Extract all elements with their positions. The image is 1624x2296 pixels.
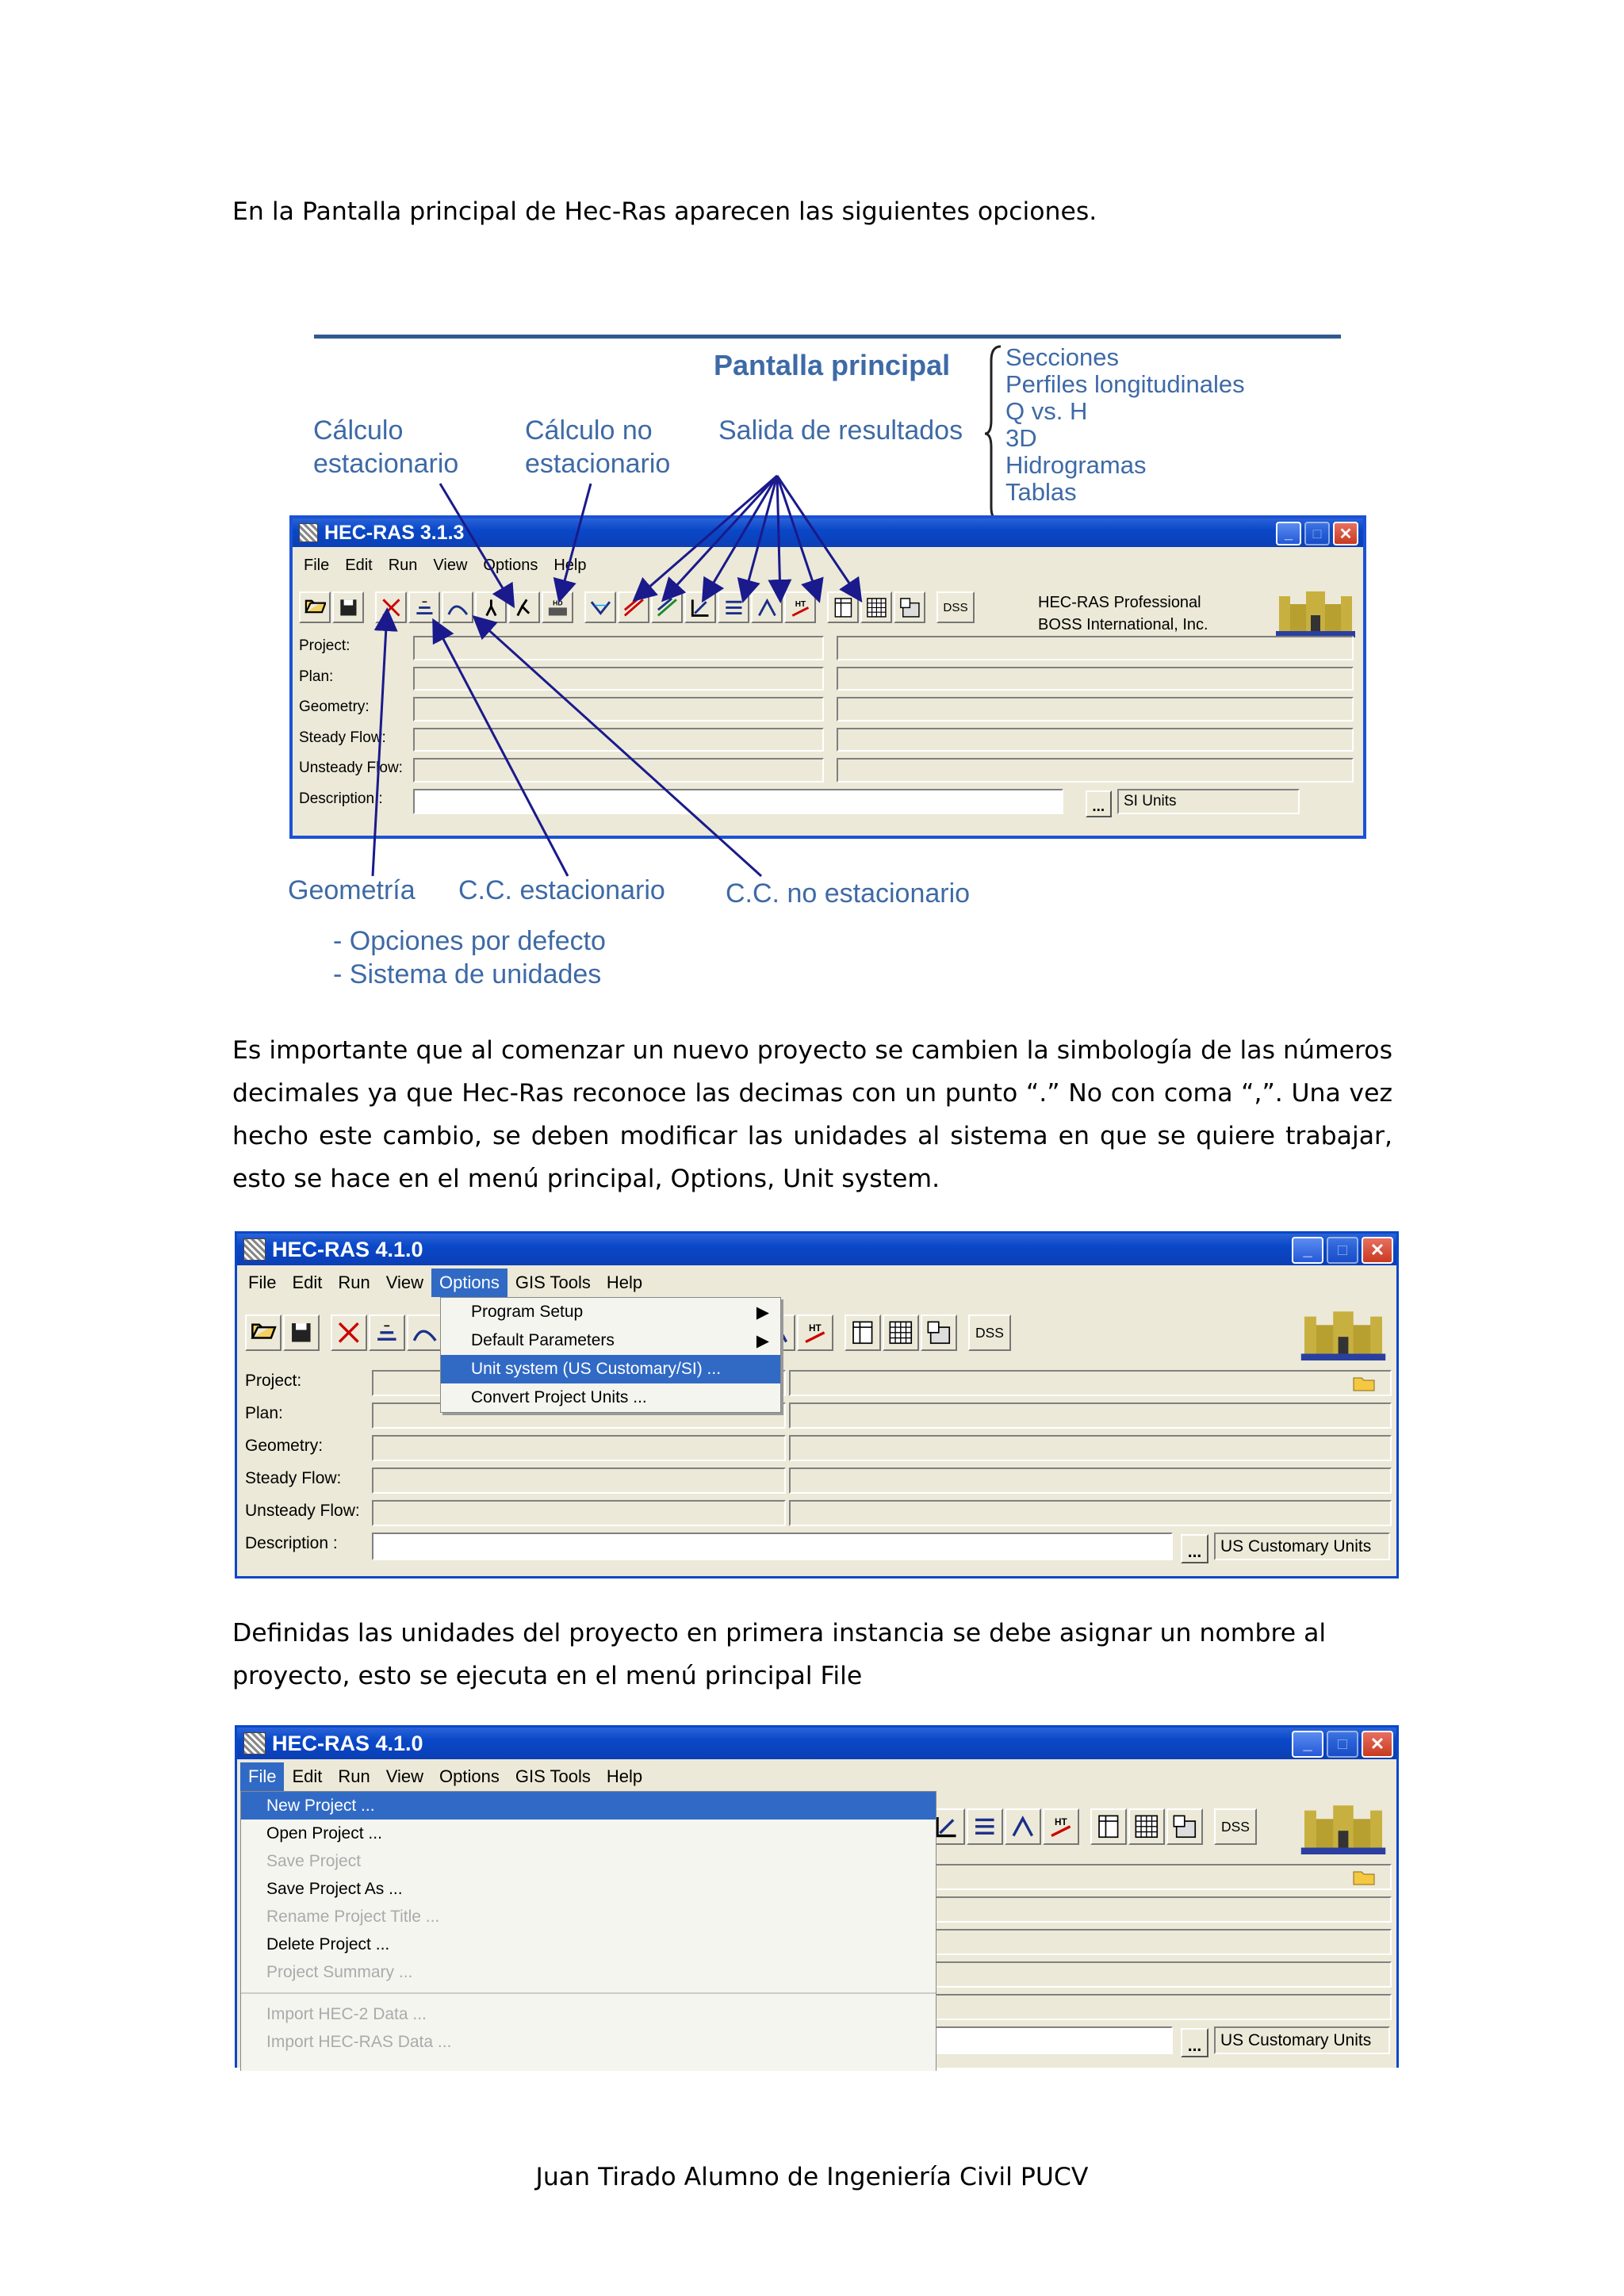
menu-help[interactable]: Help (606, 1766, 643, 1786)
output-table-icon[interactable] (894, 591, 925, 623)
window-controls (1276, 522, 1358, 545)
readonly-field (413, 758, 824, 783)
unsteady-analysis-icon[interactable] (508, 591, 540, 623)
usace-castle-logo (1300, 1802, 1387, 1854)
open-project-icon[interactable] (299, 591, 331, 623)
svg-text:HD: HD (552, 599, 563, 607)
menu-edit[interactable]: Edit (292, 1766, 323, 1786)
steady-analysis-icon[interactable] (475, 591, 507, 623)
readonly-field (372, 1468, 786, 1494)
geometry-icon[interactable] (375, 591, 407, 623)
save-project-icon[interactable] (283, 1314, 320, 1351)
outputs-list (1005, 344, 1245, 506)
menu-bar (237, 1269, 1396, 1297)
cross-section-icon[interactable] (584, 591, 616, 623)
menu-item-label: Default Parameters (471, 1331, 615, 1349)
menu-gis-tools[interactable]: GIS Tools (515, 1272, 591, 1292)
readonly-field (413, 697, 824, 721)
description-ellipsis-button[interactable]: ... (1086, 790, 1112, 818)
title-bar (237, 1234, 1396, 1265)
title-bar (293, 519, 1363, 547)
readonly-field (935, 1896, 1392, 1923)
company-line: BOSS International, Inc. (1038, 616, 1208, 633)
minimize-button[interactable]: _ (1276, 522, 1301, 545)
menu-edit[interactable]: Edit (292, 1272, 323, 1292)
readonly-field (413, 728, 824, 752)
readonly-field (372, 1435, 786, 1461)
readonly-field (935, 1864, 1392, 1890)
menu-item-import-hec2: Import HEC-2 Data ... (266, 2004, 427, 2023)
hecras-313-window (289, 515, 1366, 839)
menu-options[interactable]: Options (431, 1269, 508, 1297)
readonly-field (837, 667, 1354, 691)
menu-item-convert-units[interactable] (441, 1383, 780, 1412)
row-label: Steady Flow: (245, 1469, 342, 1487)
menu-file[interactable]: File (248, 1272, 277, 1292)
row-label: Unsteady Flow: (245, 1502, 360, 1520)
readonly-field (372, 1500, 786, 1526)
menu-options[interactable]: Options (439, 1766, 500, 1786)
menu-view[interactable]: View (433, 556, 468, 574)
row-label: Description : (299, 790, 383, 807)
company-info (1038, 591, 1208, 636)
label-salida-resultados: Salida de resultados (718, 415, 963, 446)
minimize-button[interactable]: _ (1292, 1731, 1323, 1758)
unsteady-flow-icon[interactable] (442, 591, 473, 623)
usace-castle-logo (1300, 1308, 1387, 1360)
minimize-button[interactable]: _ (1292, 1237, 1323, 1264)
menu-separator (241, 1992, 936, 1994)
dss-icon[interactable]: DSS (968, 1314, 1011, 1351)
readonly-field (837, 636, 1354, 660)
label-line: estacionario (313, 449, 459, 479)
label-line: - Opciones por defecto (333, 926, 606, 956)
detail-table-icon[interactable] (883, 1314, 919, 1351)
detail-table-icon[interactable] (1128, 1808, 1165, 1845)
svg-text:HT: HT (809, 1323, 822, 1334)
menu-item-import-hecras: Import HEC-RAS Data ... (266, 2032, 452, 2051)
row-label: Geometry: (299, 698, 370, 715)
output-3d: 3D (1005, 424, 1037, 452)
menu-edit[interactable]: Edit (345, 556, 373, 574)
menu-file[interactable]: File (304, 556, 330, 574)
outputs-brace (983, 345, 1007, 523)
folder-icon[interactable] (1352, 1373, 1376, 1392)
readonly-field (789, 1435, 1392, 1461)
output-table-icon[interactable] (1166, 1808, 1203, 1845)
menu-run[interactable]: Run (338, 1272, 370, 1292)
svg-text:HT: HT (1055, 1817, 1067, 1828)
maximize-button[interactable]: □ (1327, 1237, 1358, 1264)
label-calculo-no-estacionario (525, 414, 670, 480)
output-secciones: Secciones (1005, 343, 1120, 371)
description-input[interactable] (372, 1533, 1173, 1560)
readonly-field (789, 1370, 1392, 1396)
window-controls (1292, 1731, 1393, 1758)
usace-castle-logo (1276, 588, 1355, 637)
ht-tables-icon[interactable] (784, 591, 816, 623)
readonly-field (935, 1994, 1392, 2020)
steady-flow-icon[interactable] (369, 1314, 405, 1351)
menu-run[interactable]: Run (338, 1766, 370, 1786)
submenu-arrow-icon: ▶ (756, 1303, 769, 1322)
summary-table-icon[interactable] (827, 591, 859, 623)
output-perfiles: Perfiles longitudinales (1005, 370, 1245, 398)
hecras-410-file-window (235, 1725, 1399, 2068)
label-line: Cálculo no (525, 415, 653, 446)
hecras-app-icon (243, 1238, 266, 1261)
close-button[interactable]: ✕ (1333, 522, 1358, 545)
readonly-field (935, 1929, 1392, 1955)
menu-item-delete-project[interactable]: Delete Project ... (266, 1934, 390, 1954)
readonly-field (413, 667, 824, 691)
row-label: Plan: (245, 1404, 283, 1422)
maximize-button[interactable]: □ (1327, 1731, 1358, 1758)
menu-gis-tools[interactable]: GIS Tools (515, 1766, 591, 1786)
menu-file[interactable]: File (240, 1762, 284, 1791)
readonly-field (789, 1468, 1392, 1494)
menu-options[interactable]: Options (483, 556, 538, 574)
xyz-3d-icon[interactable] (684, 591, 716, 623)
menu-item-project-summary: Project Summary ... (266, 1962, 413, 1981)
page-footer: Juan Tirado Alumno de Ingeniería Civil PUCV (535, 2163, 1089, 2191)
dss-icon[interactable]: DSS (1214, 1808, 1257, 1845)
save-project-icon[interactable] (332, 591, 364, 623)
row-label: Plan: (299, 668, 334, 685)
folder-icon[interactable] (1352, 1867, 1376, 1886)
menu-item-open-project[interactable]: Open Project ... (266, 1823, 382, 1843)
hecras-app-icon (243, 1732, 266, 1755)
hecras-410-options-window (235, 1231, 1399, 1578)
unsteady-flow-icon[interactable] (407, 1314, 443, 1351)
window-controls (1292, 1237, 1393, 1264)
menu-item-label: Convert Project Units ... (471, 1388, 647, 1406)
intro-text: En la Pantalla principal de Hec-Ras aparecen las siguientes opciones. (232, 197, 1097, 226)
output-hidrogramas: Hidrogramas (1005, 451, 1147, 479)
dss-icon[interactable]: DSS (936, 591, 975, 623)
paragraph-decimals: Es importante que al comenzar un nuevo proyecto se cambien la simbología de las números decimales ya que Hec-Ras reconoce las decimas con un punto “.” No con coma “,”. Una vez hecho este cambio, se deben modificar las unidades al sistema en que se quiere trabajar, esto se hace en el menú principal, Options, Unit system. (232, 1036, 1392, 1193)
open-project-icon[interactable] (245, 1314, 282, 1351)
readonly-field (413, 636, 824, 660)
readonly-field (837, 697, 1354, 721)
file-dropdown (240, 1791, 936, 2071)
description-input[interactable] (413, 789, 1063, 815)
detail-table-icon[interactable] (860, 591, 892, 623)
units-indicator: US Customary Units (1214, 1533, 1390, 1560)
menu-item-save-project-as[interactable]: Save Project As ... (266, 1879, 403, 1898)
row-label: Steady Flow: (299, 729, 386, 746)
svg-text:HT: HT (795, 599, 806, 609)
row-label: Unsteady Flow: (299, 760, 403, 776)
hydraulic-design-icon[interactable] (542, 591, 573, 623)
hydrograph-icon[interactable] (718, 591, 749, 623)
output-table-icon[interactable] (921, 1314, 957, 1351)
output-tablas: Tablas (1005, 478, 1077, 506)
toolbar (929, 1807, 1258, 1846)
options-dropdown (440, 1297, 781, 1413)
menu-item-unit-system[interactable] (441, 1355, 780, 1383)
steady-flow-icon[interactable] (408, 591, 440, 623)
figure-heading: Pantalla principal (714, 349, 951, 381)
menu-help[interactable]: Help (553, 556, 587, 574)
label-geometria: Geometría (288, 875, 416, 905)
label-options-list (333, 924, 606, 991)
row-label: Project: (299, 637, 350, 654)
window-title: HEC-RAS 4.1.0 (272, 1731, 423, 1755)
label-cc-estacionario: C.C. estacionario (458, 875, 665, 905)
row-label: Project: (245, 1372, 302, 1390)
description-ellipsis-button[interactable]: ... (1181, 2028, 1208, 2057)
readonly-field (789, 1500, 1392, 1526)
window-title: HEC-RAS 3.1.3 (324, 521, 465, 544)
label-line: - Sistema de unidades (333, 959, 602, 989)
description-ellipsis-button[interactable]: ... (1181, 1534, 1208, 1563)
menu-item-label: Unit system (US Customary/SI) ... (471, 1360, 722, 1378)
ht-tables-icon[interactable] (1043, 1808, 1079, 1845)
figure-top-rule (314, 335, 1341, 339)
menu-item-label: Program Setup (471, 1303, 584, 1321)
readonly-field (789, 1402, 1392, 1429)
menu-item-save-project: Save Project (266, 1851, 362, 1870)
menu-item-default-parameters[interactable] (441, 1326, 780, 1355)
toolbar (299, 590, 976, 625)
close-button[interactable]: ✕ (1362, 1731, 1393, 1758)
submenu-arrow-icon: ▶ (756, 1331, 769, 1350)
menu-view[interactable]: View (385, 1272, 424, 1292)
summary-table-icon[interactable] (1090, 1808, 1127, 1845)
menu-bar (237, 1762, 1396, 1791)
menu-item-program-setup[interactable] (441, 1298, 780, 1326)
profile-icon[interactable] (618, 591, 649, 623)
stage-flow-icon[interactable] (1005, 1808, 1041, 1845)
stage-flow-icon[interactable] (751, 591, 783, 623)
menu-bar (293, 553, 1363, 577)
readonly-field (837, 728, 1354, 752)
output-q-vs-h: Q vs. H (1005, 397, 1088, 425)
menu-help[interactable]: Help (606, 1272, 643, 1292)
company-line: HEC-RAS Professional (1038, 594, 1201, 611)
menu-view[interactable]: View (385, 1766, 424, 1786)
menu-run[interactable]: Run (388, 556, 418, 574)
units-indicator: SI Units (1117, 789, 1300, 815)
ht-tables-icon[interactable] (797, 1314, 833, 1351)
window-title: HEC-RAS 4.1.0 (272, 1237, 423, 1261)
maximize-button[interactable]: □ (1304, 522, 1330, 545)
label-line: estacionario (525, 449, 671, 479)
label-line: Cálculo (313, 415, 404, 446)
readonly-field (935, 1961, 1392, 1988)
label-cc-no-estacionario: C.C. no estacionario (726, 878, 971, 909)
hydrograph-icon[interactable] (967, 1808, 1003, 1845)
label-calculo-estacionario (313, 414, 458, 480)
row-label: Geometry: (245, 1437, 324, 1455)
title-bar (237, 1728, 1396, 1759)
close-button[interactable]: ✕ (1362, 1237, 1393, 1264)
menu-item-new-project[interactable]: New Project ... (241, 1792, 936, 1820)
units-indicator: US Customary Units (1214, 2026, 1390, 2054)
main-screen-figure (285, 325, 1380, 1007)
description-input[interactable] (935, 2026, 1173, 2054)
menu-item-rename-project-title: Rename Project Title ... (266, 1907, 440, 1926)
row-label: Description : (245, 1534, 338, 1552)
paragraph-project-name: Definidas las unidades del proyecto en primera instancia se debe asignar un nombre al proyecto, esto se ejecuta en el menú principal File (232, 1619, 1327, 1690)
geometry-icon[interactable] (331, 1314, 367, 1351)
hecras-app-icon (299, 523, 318, 542)
readonly-field (837, 758, 1354, 783)
rating-curve-icon[interactable] (651, 591, 683, 623)
summary-table-icon[interactable] (845, 1314, 881, 1351)
